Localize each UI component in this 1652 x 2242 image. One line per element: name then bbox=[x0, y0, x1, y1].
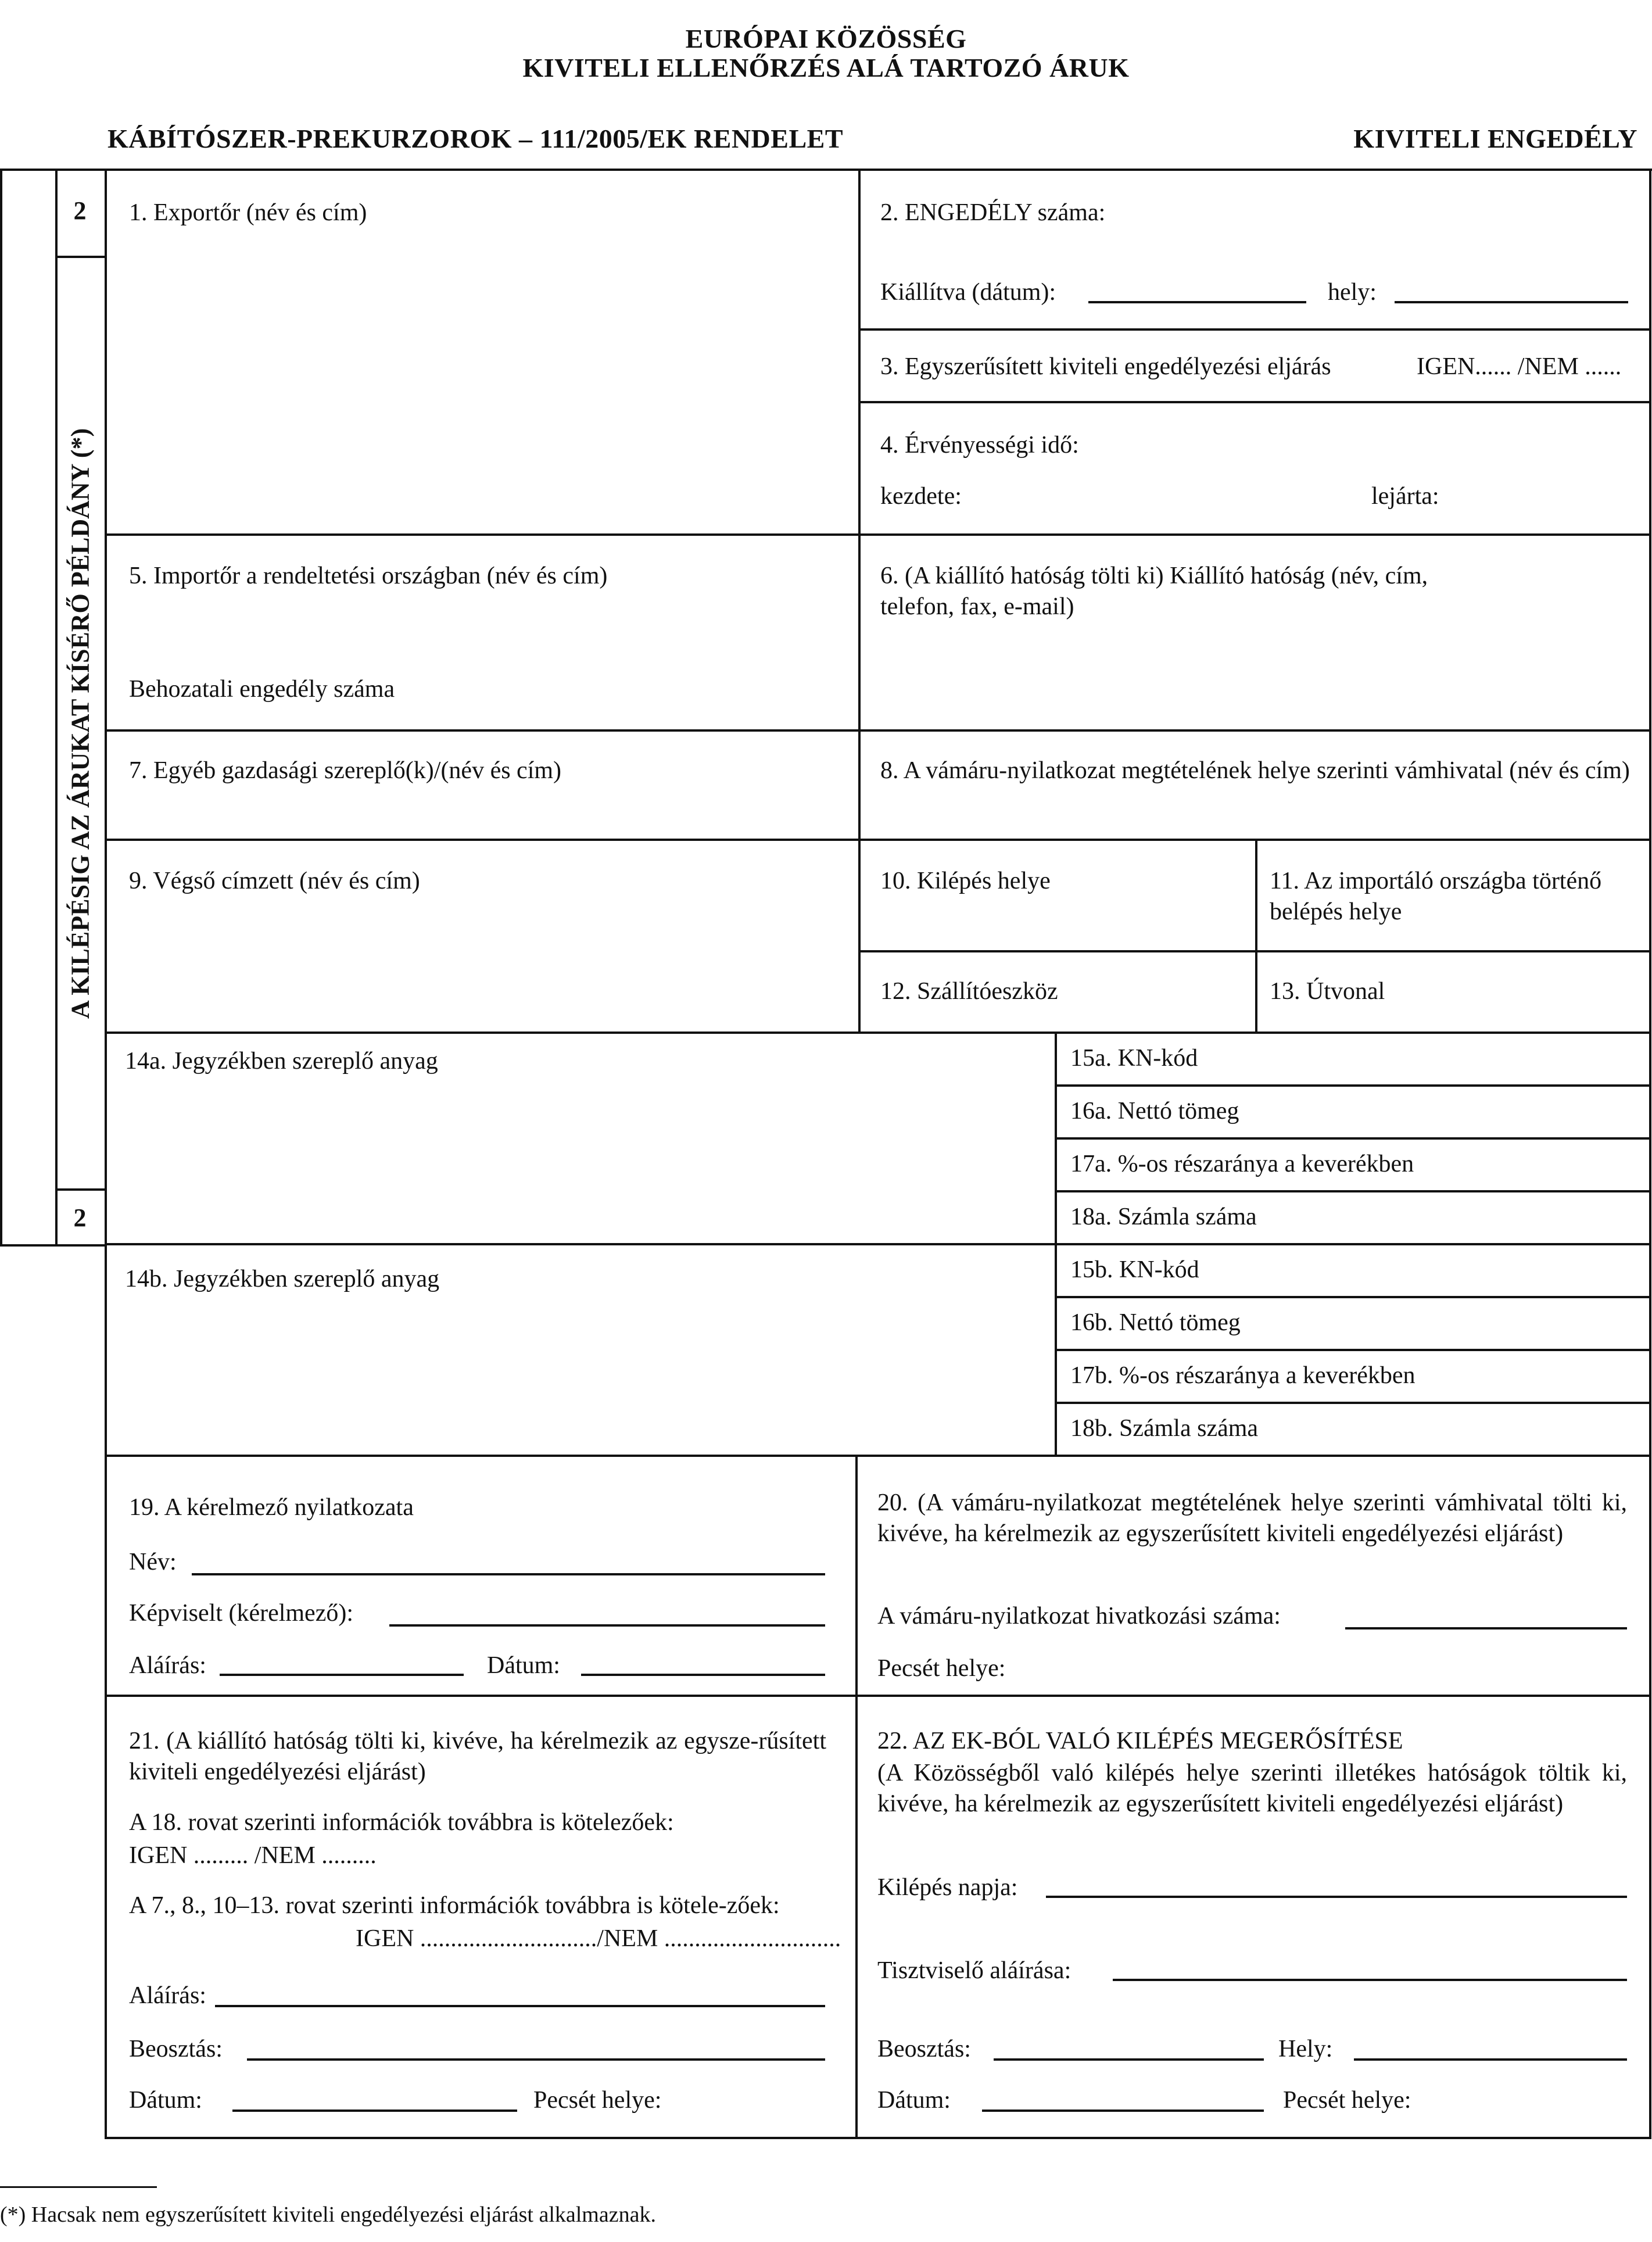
line-2-3 bbox=[858, 328, 1651, 331]
box8-label: 8. A vámáru-nyilatkozat megtételének helye szerinti vámhivatal (név és cím) bbox=[880, 757, 1630, 784]
frame-number-top bbox=[55, 256, 105, 258]
frame-number-col bbox=[105, 169, 107, 1247]
box14b-label: 14b. Jegyzékben szereplő anyag bbox=[125, 1266, 440, 1292]
box20-label: 20. (A vámáru-nyilatkozat megtételének helye szerinti vámhivatal tölti ki, kivéve, ha kérelmezik az egyszerűsített kiviteli engedélyezési eljárást) bbox=[877, 1489, 1627, 1548]
box19-label: 19. A kérelmező nyilatkozata bbox=[129, 1494, 414, 1521]
box21-position-label: Beosztás: bbox=[129, 2036, 223, 2062]
line-4-6 bbox=[105, 533, 1651, 536]
box20-stamp-label: Pecsét helye: bbox=[877, 1655, 1006, 1682]
box22-position-label: Beosztás: bbox=[877, 2036, 971, 2062]
box22-date-field[interactable] bbox=[982, 2110, 1264, 2112]
frame-lower-left bbox=[105, 1244, 107, 2138]
box19-rep-field[interactable] bbox=[389, 1624, 825, 1627]
box16b-label: 16b. Nettó tömeg bbox=[1070, 1309, 1241, 1336]
box22-official-sign-field[interactable] bbox=[1113, 1979, 1627, 1981]
box21-sign-field[interactable] bbox=[215, 2005, 825, 2007]
box1-label: 1. Exportőr (név és cím) bbox=[129, 199, 367, 226]
footnote-rule bbox=[0, 2186, 157, 2188]
frame-number-bottom-top bbox=[55, 1188, 105, 1191]
line-7-9 bbox=[105, 839, 1651, 841]
box16a-label: 16a. Nettó tömeg bbox=[1070, 1098, 1239, 1124]
mid-divider-upper bbox=[858, 169, 861, 1033]
line-18a-15b bbox=[105, 1243, 1651, 1245]
box6-label: 6. (A kiállító hatóság tölti ki) Kiállító hatóság (név, cím, telefon, fax, e-mail) bbox=[880, 563, 1428, 621]
box2-issued-label: Kiállítva (dátum): bbox=[880, 279, 1056, 306]
frame-left-outer bbox=[0, 169, 2, 1247]
box22-exit-date-label: Kilépés napja: bbox=[877, 1874, 1018, 1901]
box22-position-field[interactable] bbox=[994, 2058, 1264, 2061]
box19-sign-label: Aláírás: bbox=[129, 1652, 206, 1679]
frame-strip-bottom bbox=[0, 1244, 105, 1247]
box12-label: 12. Szállítóeszköz bbox=[880, 978, 1058, 1005]
line-16b-17b bbox=[1055, 1349, 1651, 1351]
line-5-7 bbox=[105, 729, 1651, 732]
box22-stamp-label: Pecsét helye: bbox=[1283, 2087, 1411, 2114]
box17b-label: 17b. %-os részaránya a keverékben bbox=[1070, 1362, 1416, 1389]
box21-sign-label: Aláírás: bbox=[129, 1982, 206, 2009]
box20-ref-label: A vámáru-nyilatkozat hivatkozási száma: bbox=[877, 1603, 1281, 1629]
line-13-14 bbox=[105, 1032, 1651, 1034]
box5-import-licence: Behozatali engedély száma bbox=[129, 676, 395, 703]
frame-lower-right bbox=[1649, 1455, 1651, 2138]
box18a-label: 18a. Számla száma bbox=[1070, 1204, 1257, 1230]
line-19-21 bbox=[105, 1695, 1651, 1697]
box19-date-field[interactable] bbox=[581, 1674, 825, 1676]
box13-label: 13. Útvonal bbox=[1270, 978, 1385, 1005]
box4-label: 4. Érvényességi idő: bbox=[880, 432, 1079, 459]
box18b-label: 18b. Számla száma bbox=[1070, 1415, 1259, 1442]
mid-divider-lower bbox=[855, 1455, 858, 2138]
box21-date-label: Dátum: bbox=[129, 2087, 202, 2114]
frame-bottom bbox=[105, 2137, 1651, 2139]
box22-label: 22. AZ EK-BÓL VALÓ KILÉPÉS MEGERŐSÍTÉSE bbox=[877, 1728, 1403, 1754]
box21-date-field[interactable] bbox=[232, 2110, 517, 2112]
box21-info18-options[interactable]: IGEN ......... /NEM ......... bbox=[129, 1842, 377, 1869]
box22-place-field[interactable] bbox=[1354, 2058, 1627, 2061]
copy-number-bottom: 2 bbox=[73, 1204, 87, 1232]
box21-info18-label: A 18. rovat szerinti információk továbbra is kötelezőek: bbox=[129, 1809, 674, 1836]
box21-info7-options[interactable]: IGEN ............................./NEM ............................. bbox=[356, 1925, 841, 1952]
header-line1: EURÓPAI KÖZÖSSÉG bbox=[685, 24, 967, 53]
box2-place-label: hely: bbox=[1328, 279, 1377, 306]
line-17b-18b bbox=[1055, 1402, 1651, 1404]
box20-ref-field[interactable] bbox=[1345, 1627, 1627, 1629]
box7-label: 7. Egyéb gazdasági szereplő(k)/(név és cím) bbox=[129, 757, 562, 784]
footnote-text: (*) Hacsak nem egyszerűsített kiviteli engedélyezési eljárást alkalmaznak. bbox=[0, 2202, 656, 2227]
box15b-label: 15b. KN-kód bbox=[1070, 1256, 1199, 1283]
box22-date-label: Dátum: bbox=[877, 2087, 951, 2114]
divider-10-11 bbox=[1255, 839, 1257, 1033]
frame-main-right bbox=[1649, 169, 1651, 1033]
line-17a-18a bbox=[1055, 1190, 1651, 1192]
box22-desc: (A Közösségből való kilépés helye szerinti illetékes hatóságok töltik ki, kivéve, ha kérelmezik az egyszerűsített kiviteli engedélyezési eljárást) bbox=[877, 1760, 1627, 1818]
box3-label: 3. Egyszerűsített kiviteli engedélyezési eljárás bbox=[880, 353, 1331, 380]
box21-info7-label: A 7., 8., 10–13. rovat szerinti információk továbbra is kötele-zőek: bbox=[129, 1892, 780, 1919]
header-regulation: KÁBÍTÓSZER-PREKURZOROK – 111/2005/EK RENDELET bbox=[107, 124, 844, 153]
box9-label: 9. Végső címzett (név és cím) bbox=[129, 868, 420, 894]
box22-exit-date-field[interactable] bbox=[1046, 1896, 1627, 1898]
box5-label: 5. Importőr a rendeltetési országban (név és cím) bbox=[129, 563, 608, 589]
copy-number-top: 2 bbox=[73, 196, 87, 225]
box22-place-label: Hely: bbox=[1278, 2036, 1333, 2062]
box11-label: 11. Az importáló országba történő belépés helye bbox=[1270, 868, 1602, 926]
box4-start-label: kezdete: bbox=[880, 483, 962, 510]
box21-label: 21. (A kiállító hatóság tölti ki, kivéve, ha kérelmezik az egysze-rűsített kiviteli engedélyezési eljárást) bbox=[129, 1728, 826, 1786]
box17a-label: 17a. %-os részaránya a keverékben bbox=[1070, 1151, 1414, 1177]
line-3-4 bbox=[858, 401, 1651, 403]
box4-end-label: lejárta: bbox=[1371, 483, 1439, 510]
box21-position-field[interactable] bbox=[247, 2058, 825, 2061]
line-15a-16a bbox=[1055, 1084, 1651, 1087]
line-10-12 bbox=[858, 950, 1651, 952]
box19-date-label: Dátum: bbox=[487, 1652, 560, 1679]
vertical-copy-label: A KILÉPÉSIG AZ ÁRUKAT KÍSÉRŐ PÉLDÁNY (*) bbox=[66, 428, 94, 1019]
box19-name-label: Név: bbox=[129, 1549, 177, 1575]
box21-stamp-label: Pecsét helye: bbox=[533, 2087, 662, 2114]
box2-label: 2. ENGEDÉLY száma: bbox=[880, 199, 1106, 226]
box2-issued-field[interactable] bbox=[1088, 301, 1306, 303]
box3-options[interactable]: IGEN...... /NEM ...... bbox=[1417, 353, 1622, 380]
box2-place-field[interactable] bbox=[1395, 301, 1628, 303]
header-line2: KIVITELI ELLENŐRZÉS ALÁ TARTOZÓ ÁRUK bbox=[522, 53, 1130, 83]
header-document-type: KIVITELI ENGEDÉLY bbox=[1353, 124, 1637, 153]
box19-name-field[interactable] bbox=[192, 1573, 825, 1575]
box19-rep-label: Képviselt (kérelmező): bbox=[129, 1600, 353, 1627]
box22-official-sign-label: Tisztviselő aláírása: bbox=[877, 1957, 1072, 1984]
box15a-label: 15a. KN-kód bbox=[1070, 1045, 1198, 1072]
line-18b-19 bbox=[105, 1455, 1651, 1457]
line-16a-17a bbox=[1055, 1137, 1651, 1140]
line-15b-16b bbox=[1055, 1296, 1651, 1298]
frame-top bbox=[0, 169, 1652, 171]
box10-label: 10. Kilépés helye bbox=[880, 868, 1051, 894]
box19-sign-field[interactable] bbox=[220, 1674, 464, 1676]
box14a-label: 14a. Jegyzékben szereplő anyag bbox=[125, 1048, 438, 1075]
